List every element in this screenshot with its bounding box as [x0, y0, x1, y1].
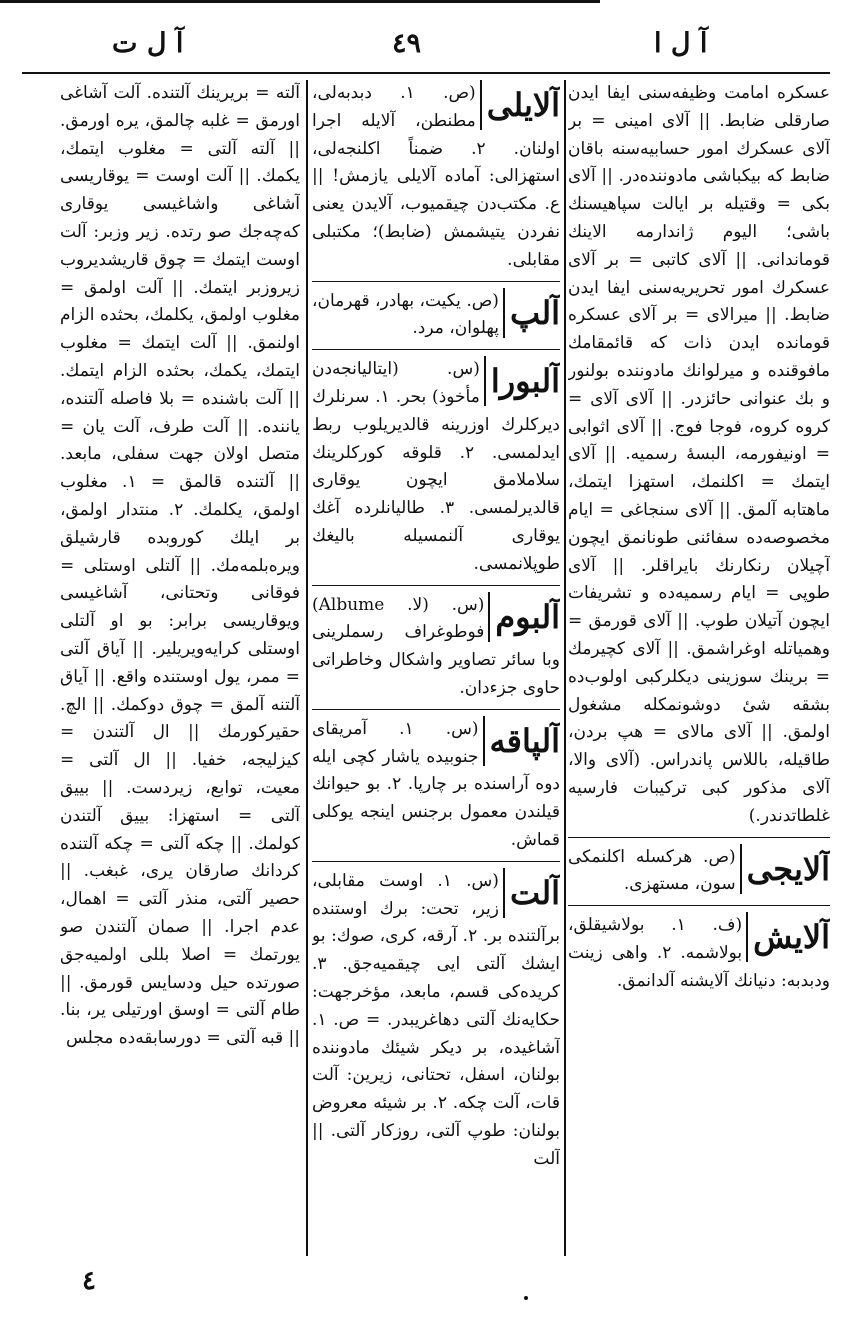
header-rule — [22, 72, 830, 74]
entry-headword: آلپ — [503, 288, 560, 338]
entry-text: (ص. یکیت، بهادر، قهرمان، پهلوان، مرد. — [312, 290, 499, 339]
entry-divider — [568, 837, 830, 838]
entry-headword: آلبورا — [484, 356, 560, 406]
entry-text: (س. ۱. اوست مقابلی، زیر، تحت: برك اوستنده برآلتنده بر. ۲. آرقه، کری، صوك: بو ایشك آلتی ایی چیقمیه‌جق. ۳. کریده‌کی قسم، مابعد، مؤخرجهت: حکایه‌نك آلتی دهاغریبدر. = ص. ۱. آشاغیده، بر دیکر شیئك مادوننده بولنان، اسفل، تحتانی، زیرین: آلت قات، آلت چکه. ۲. بر شیئه معروض بولنان: طوپ آلتی، روزکار آلتی. || آلت — [312, 870, 560, 1169]
top-rule — [0, 0, 600, 3]
dictionary-entry — [568, 912, 830, 995]
entry-headword: آلایلی — [480, 80, 560, 130]
column-middle — [312, 80, 560, 1258]
entry-text: (ص. ۱. دبدبه‌لی، مطنطن، آلایله اجرا اولنان. ۲. ضمناً اکلنجه‌لی، استهزالی: آماده آلایلی یازمش! || ع. مکتب‌دن چیقمیوب، آلایدن یعنی نفردن یتیشمش (ضابط)؛ مکتبلی مقابلی. — [312, 83, 560, 270]
entry-headword: آلایجی — [740, 844, 830, 894]
entry-headword: آلپاقه — [483, 716, 561, 766]
entry-text: آلته = بریرینك آلتنده. آلت آشاغی اورمق = غلبه چالمق، یره اورمق. || آلته آلتی = مغلوب ایتمك، یکمك. || آلت اوست = یوقاریسی آشاغی واشاغیسی یوقاری که‌چه‌جك صو رتده. زیر وزبر: آلت اوست ایتمك = چوق قاریشدیروب زیروزبر ایتمك. || آلت اولمق = مغلوب اولمق، یکلمك، بحثده الزام اولنمق. || آلت ایتمك = مغلوب ایتمك، یکمك، بحثده الزام ایتمك. || آلت باشنده = بلا فاصله آلتنده، یاننده. || آلت طرف، آلت یان = متصل اولان جهت سفلی، مابعد. || آلتنده قالمق = ۱. مغلوب اولمق، یکلمك. ۲. منتدار اولمق، بر ایلك کوروبده قارشیلق ویره‌بلمه‌مك. || آلتلی اوستلی = فوقانی وتحتانی، آشاغیسی ویوقاریسی برابر: بو او آلتلی اوستلی کرایه‌ویریلیر. || آیاق آلتی = ممر، یول اوستنده واقع. || آیاق آلتنه آلمق = چوق دوکمك. || الچ. حقیرکورمك || ال آلتندن = کیزلیجه، خفیا. || ال آلتی = معیت، توابع، زیردست. || بییق آلتی = استهزا: بییق آلتندن کولمك. || چکه آلتی = چکه آلتنده کردانك صارقان یری، غبغب. || حصیر آلتی، منذر آلتی = اهمال، عدم اجرا. || صمان آلتندن صو یورتمك = اصلا بللی اولمیه‌جق صورتده حیل ودسایس قورمق. || طام آلتی = اوسق اورتیلی یر، بنا. || قبه آلتی = دورسابقه‌ده مجلس — [60, 83, 300, 1049]
entry-divider — [312, 281, 560, 282]
entry-text: (ف. ۱. بولاشیقلق، بولاشمه. ۲. واهی زینت ودبدبه: دنیانك آلایشنه آلدانمق. — [568, 915, 830, 991]
entry-text: عسکره امامت وظیفه‌سنی ایفا ایدن صارقلی ضابط. || آلای امینی = بر آلای عسکرك امور حسابیه‌سنه باقان ضابط که بیکباشی مادوننده‌در. || آلای بکی = وقتیله بر ایالت سپاهیسنك باشی؛ الیوم ژاندارمه الاینك قوماندانی. || آلای کاتبی = بر آلای عسکرك امور تحریریه‌سنی ایفا ایدن ضابط. || میرالای = بر آلای عسکره قوماندە ایدن ذات که قائمقامك مافوقنده و میرلوانك مادوننده بولنور و بك عنوانی حائزدر. || آلای آلای = کروه کروه، فوجا فوج. || آلای اثوابی = اونیفورمه، البسهٔ رسمیه. || آلای ایتمك = اکلنمك، استهزا ایتمك، ماهتابه آلمق. || آلای سنجاغی = ایام مخصوصه‌ده سفائنی طونانمق ایچون آچیلان رنکارنك بایراقلر. || آلای طوپی = ایام رسمیه‌ده و تشریفات ایچون آتیلان طوپ. || آلای قورمق = وهمیاتله اوغراشمق. || آلای کچیرمك = برینك سوزینی دیکلرکبی اولوب‌ده بشقه شیٔ دوشونمکله مشغول اولمق. || آلای مالای = هپ بردن، طاقیله، باللاس پاندراس. (آلای والا، آلای مذکور کبی ترکیبات فارسیه غلطاتدندر.) — [568, 83, 830, 826]
entry-text: (س. (ایتالیانجه‌دن مأخوذ) بحر. ۱. سرنلرك دیرکلرك اوزرینه قالدیریلوب ربط ایدلمسی. ۲. قلوقه کورکلرینك سلاملامق ایچون یوقاری قالدیرلمسی. ۳. طالیانلرده آغك یوقاری آلنمسیله بالیغك طوپلانمسی. — [312, 359, 560, 574]
entry-headword: آلت — [503, 868, 560, 918]
dictionary-entry — [60, 80, 300, 1053]
dictionary-entry — [568, 80, 830, 831]
entry-divider — [312, 585, 560, 586]
entry-divider — [568, 905, 830, 906]
dictionary-entry — [312, 288, 560, 344]
entry-divider — [312, 861, 560, 862]
entry-headword: آلبوم — [488, 592, 560, 642]
entry-text: (س. (لا. Albume) فوطوغراف رسملرینی وبا سائر تصاویر واشکال وخاطراتی حاوی جزءدان. — [312, 594, 560, 698]
entry-divider — [312, 349, 560, 350]
running-head-left: آ ل ت — [112, 28, 184, 59]
signature-mark: ٤ — [82, 1266, 96, 1296]
column-divider — [306, 80, 308, 1256]
dictionary-entry — [568, 844, 830, 900]
dictionary-entry — [312, 868, 560, 1174]
dictionary-entry — [312, 356, 560, 578]
page-number: ٤٩ — [392, 28, 422, 59]
dictionary-entry — [312, 80, 560, 275]
entry-headword: آلایش — [746, 912, 830, 962]
dictionary-entry — [312, 716, 560, 855]
entry-text: (ص. هرکسله اکلنمکی سون، مستهزی. — [568, 846, 736, 895]
print-dot — [524, 1296, 528, 1300]
column-divider — [564, 80, 566, 1256]
running-head-right: آ ل ا — [654, 28, 708, 59]
column-right — [568, 80, 830, 1258]
entry-divider — [312, 709, 560, 710]
entry-text: (س. ۱. آمریقای جنوبیده یاشار کچی ایله دوه آراسنده بر چارپا. ۲. بو حیوانك قیلندن معمول برجنس اینجه یوکلی قماش. — [312, 718, 560, 850]
dictionary-entry — [312, 592, 560, 703]
page-header — [0, 22, 852, 66]
column-left — [60, 80, 300, 1258]
